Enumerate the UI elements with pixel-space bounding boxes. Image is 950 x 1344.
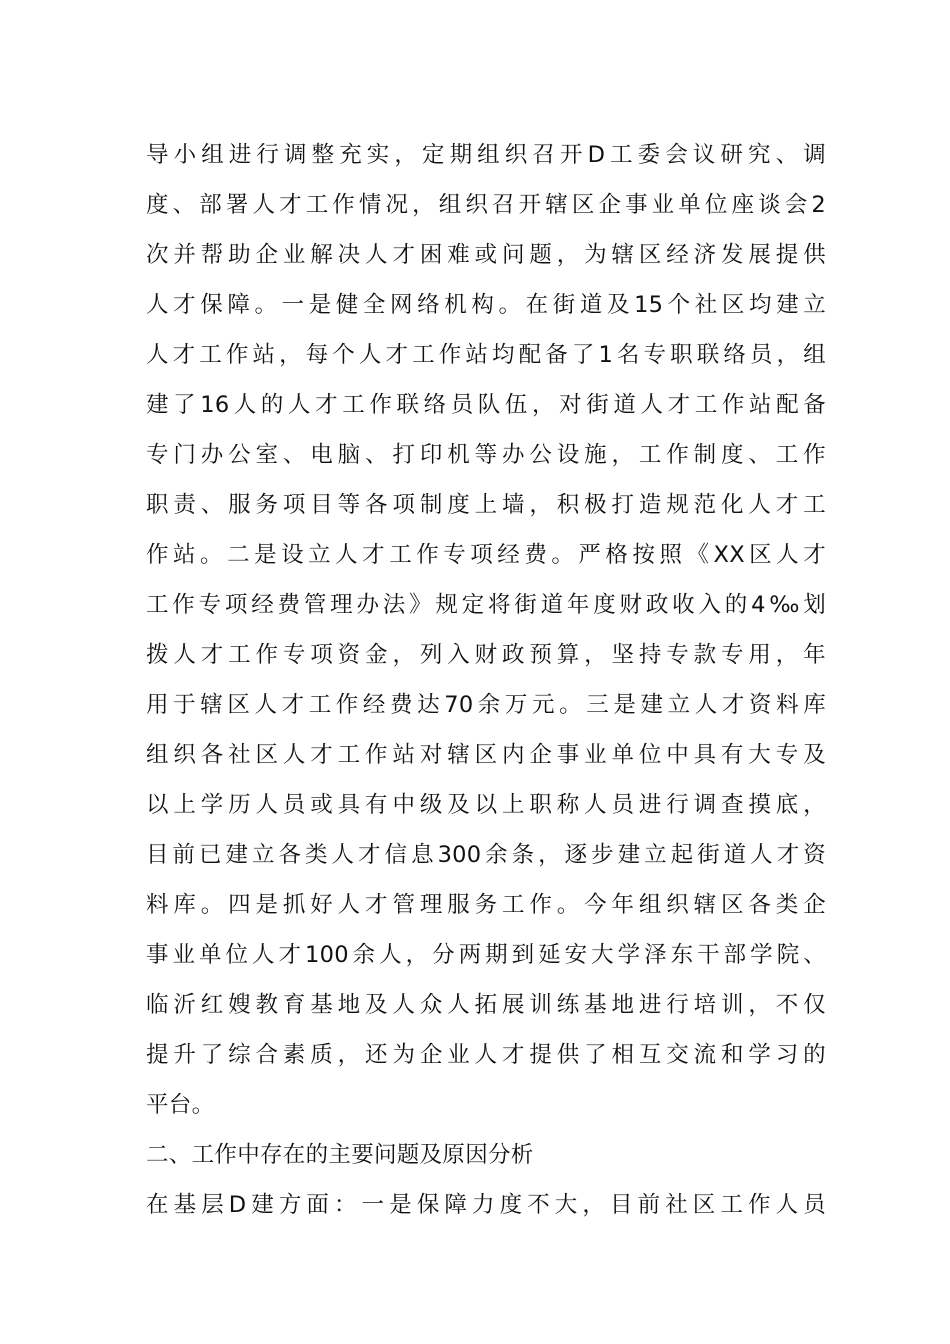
body-text [146, 130, 826, 1230]
text-line: 导小组进行调整充实，定期组织召开D工委会议研究、调 [146, 142, 826, 168]
text-line: 在基层D建方面：一是保障力度不大，目前社区工作人员 [146, 1192, 826, 1218]
text-line: 工作专项经费管理办法》规定将街道年度财政收入的4‰划 [146, 592, 826, 618]
text-line: 用于辖区人才工作经费达70余万元。三是建立人才资料库 [146, 692, 826, 718]
text-line: 提升了综合素质，还为企业人才提供了相互交流和学习的 [146, 1042, 826, 1068]
text-line: 作站。二是设立人才工作专项经费。严格按照《XX区人才 [146, 542, 826, 568]
text-line: 职责、服务项目等各项制度上墙，积极打造规范化人才工 [146, 492, 826, 518]
text-line: 人才保障。一是健全网络机构。在街道及15个社区均建立 [146, 292, 826, 318]
text-line: 临沂红嫂教育基地及人众人拓展训练基地进行培训，不仅 [146, 992, 826, 1018]
text-line: 以上学历人员或具有中级及以上职称人员进行调查摸底， [146, 792, 826, 818]
text-line: 建了16人的人才工作联络员队伍，对街道人才工作站配备 [146, 392, 826, 418]
text-line: 次并帮助企业解决人才困难或问题，为辖区经济发展提供 [146, 242, 826, 268]
text-line: 目前已建立各类人才信息300余条，逐步建立起街道人才资 [146, 842, 826, 868]
text-line: 组织各社区人才工作站对辖区内企事业单位中具有大专及 [146, 742, 826, 768]
text-line: 度、部署人才工作情况，组织召开辖区企事业单位座谈会2 [146, 192, 826, 218]
text-line: 二、工作中存在的主要问题及原因分析 [146, 1142, 534, 1168]
text-line: 人才工作站，每个人才工作站均配备了1名专职联络员，组 [146, 342, 826, 368]
text-line: 专门办公室、电脑、打印机等办公设施，工作制度、工作 [146, 442, 826, 468]
text-line: 拨人才工作专项资金，列入财政预算，坚持专款专用，年 [146, 642, 826, 668]
text-line: 事业单位人才100余人，分两期到延安大学泽东干部学院、 [146, 942, 826, 968]
text-line: 料库。四是抓好人才管理服务工作。今年组织辖区各类企 [146, 892, 826, 918]
text-line: 平台。 [146, 1092, 215, 1118]
